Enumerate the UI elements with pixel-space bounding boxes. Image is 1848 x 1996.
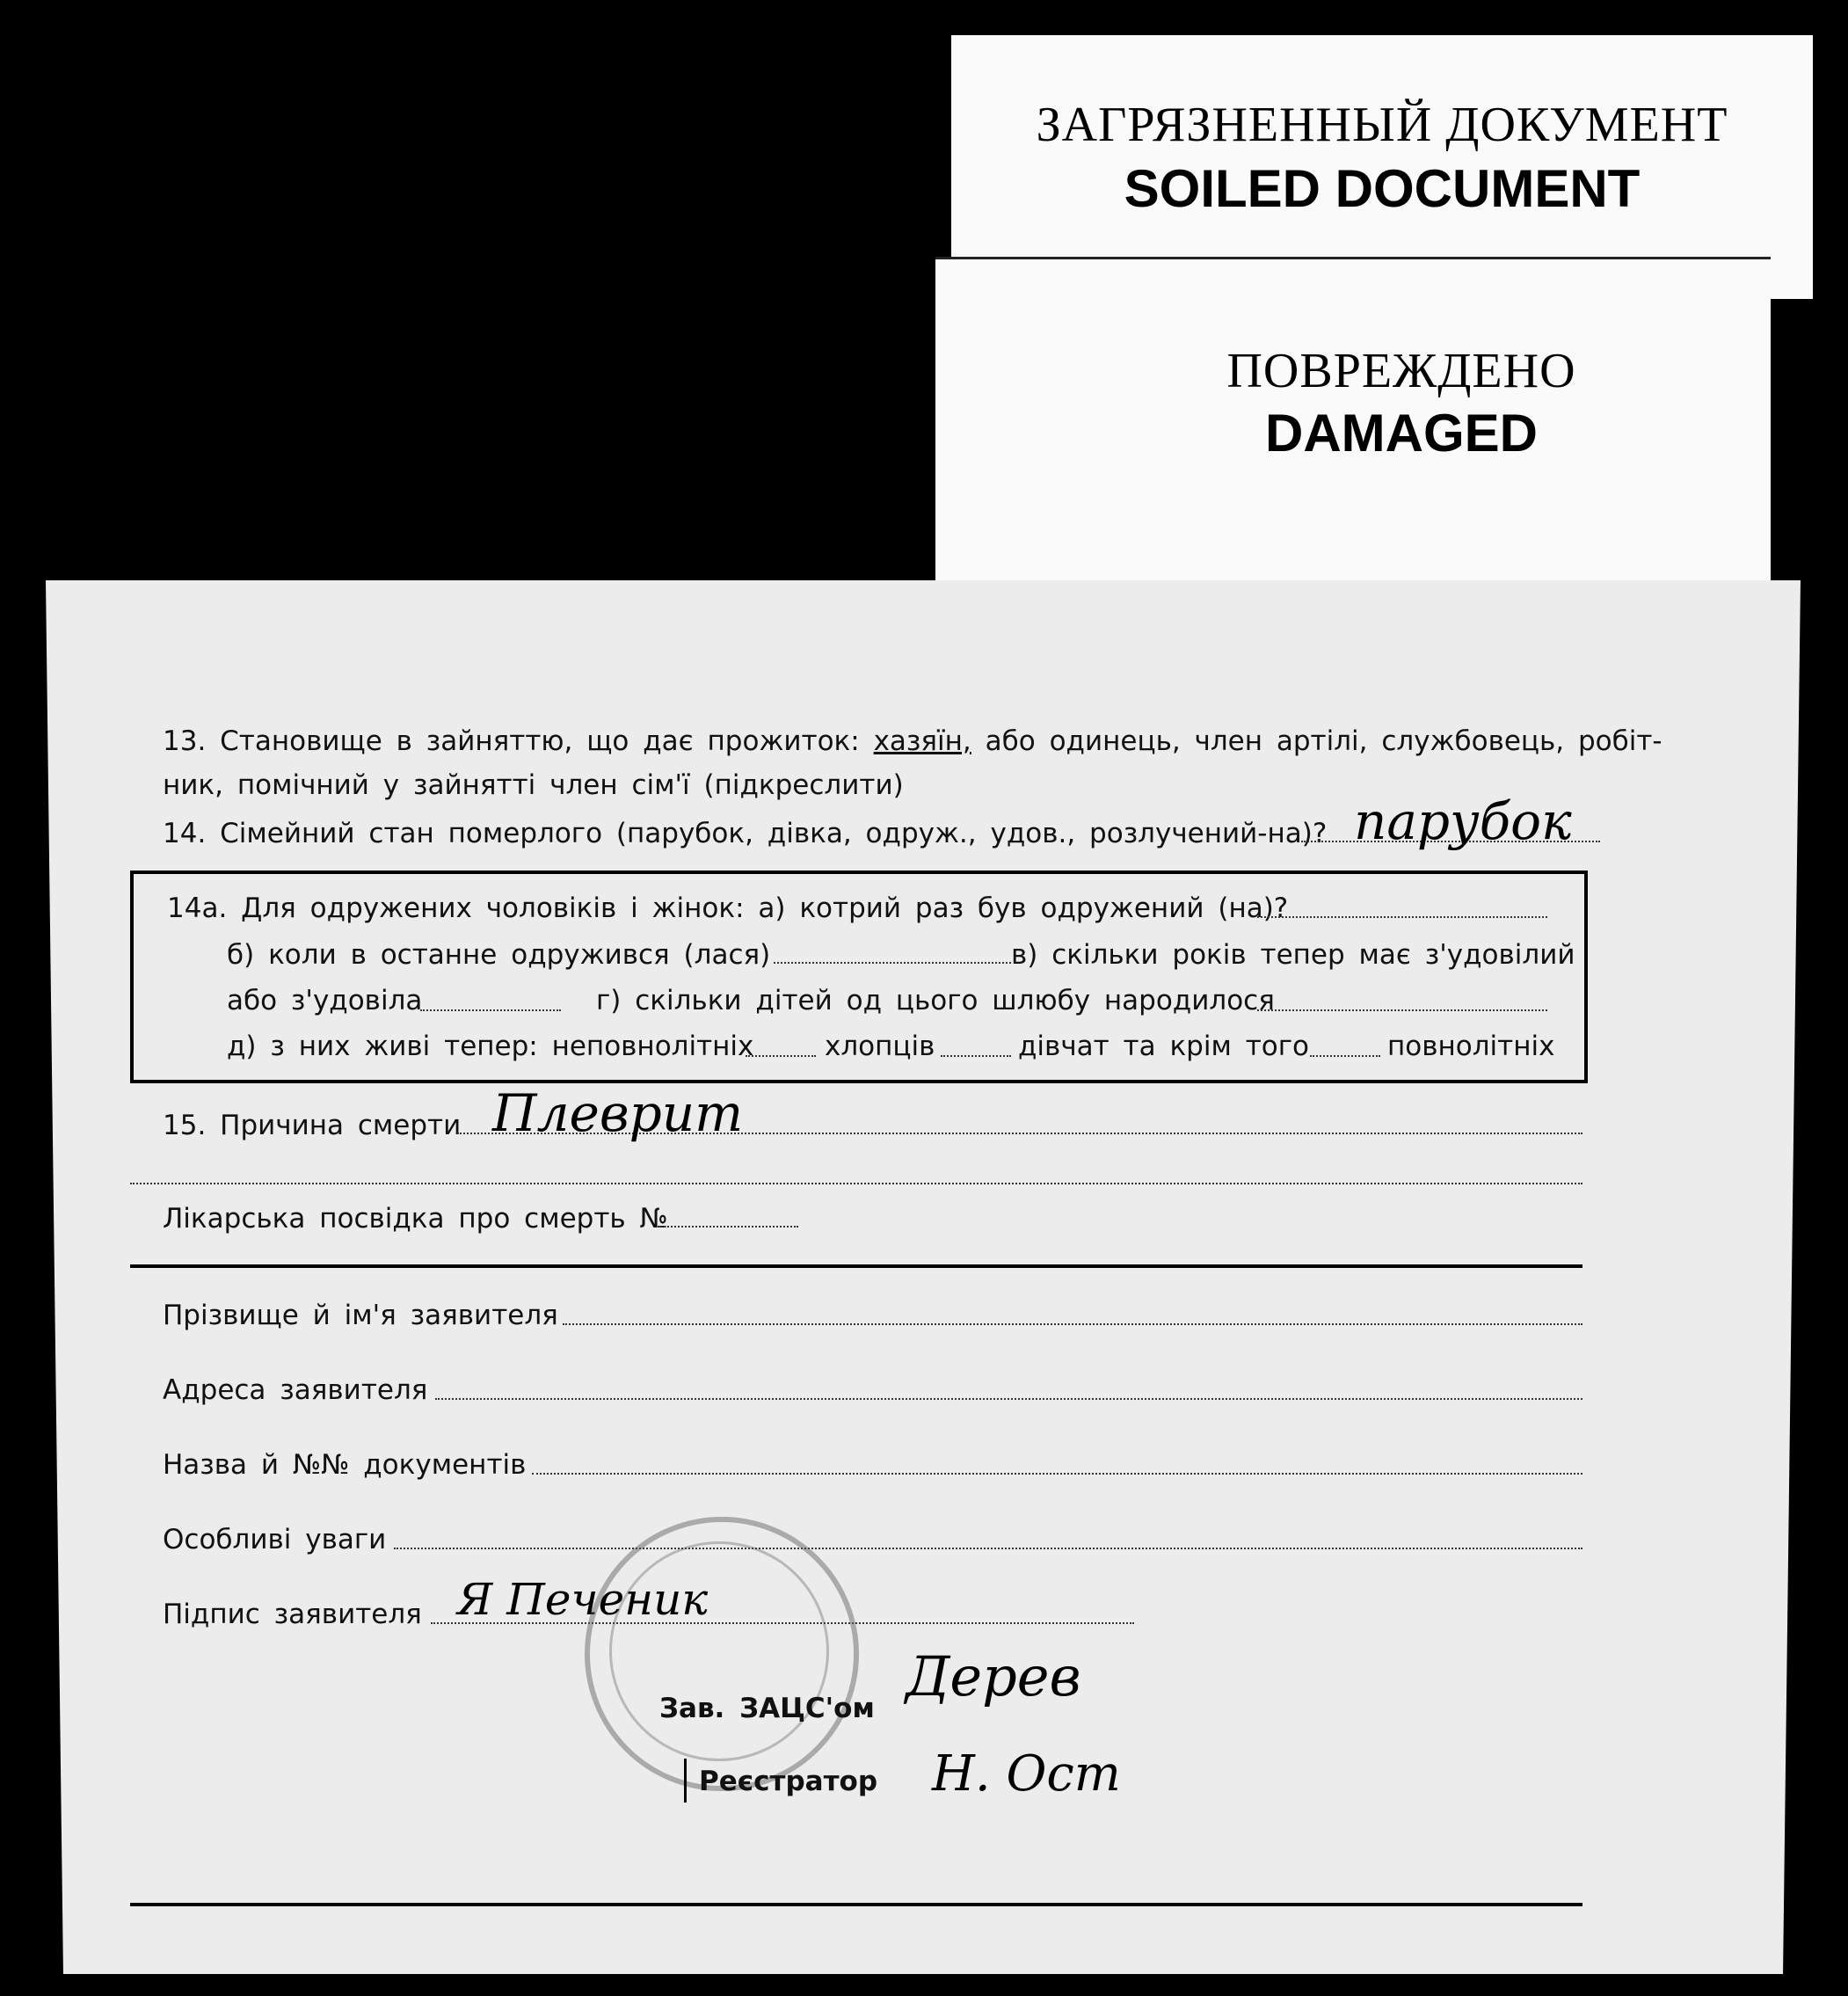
q14a-line4c-dots	[1310, 1055, 1380, 1057]
head-zags-label: Зав. ЗАЦС'ом	[659, 1693, 875, 1724]
q14a-line4a-dots	[746, 1055, 816, 1057]
q14a-line2a: б) коли в останне одружився (лася)	[227, 939, 771, 971]
damaged-document-label	[935, 257, 1771, 585]
registrar-bracket	[684, 1759, 687, 1803]
soiled-label-ru: ЗАГРЯЗНЕННЫЙ ДОКУМЕНТ	[1036, 98, 1728, 152]
q14a-line3b-dots	[1257, 1009, 1547, 1011]
applicant-name-label: Прізвище й ім'я заявителя	[163, 1300, 558, 1331]
bottom-rule	[130, 1903, 1582, 1906]
q13-line1	[163, 725, 1662, 757]
q15-second-line	[130, 1183, 1582, 1184]
q13-answer: хазяїн,	[873, 725, 971, 757]
q14a-line4d: повнолітніх	[1387, 1031, 1555, 1062]
q13-line2: ник, помічний у зайнятті член сім'ї (підкреслити)	[163, 769, 904, 801]
q14a-line1-dots	[1257, 916, 1547, 918]
documents-label: Назва й №№ документів	[163, 1449, 527, 1481]
remarks-label: Особливі уваги	[163, 1524, 387, 1555]
applicant-signature-label: Підпис заявителя	[163, 1599, 422, 1630]
applicant-signature-value: Я Печеник	[457, 1574, 709, 1625]
q15-handwritten-answer: Плеврит	[492, 1083, 744, 1143]
q14a-line3a: або з'удовіла	[227, 985, 423, 1016]
q14-handwritten-answer: парубок	[1354, 791, 1572, 851]
registrar-label: Реєстратор	[699, 1766, 878, 1797]
q14a-line4b-dots	[941, 1055, 1011, 1057]
documents-dots	[532, 1473, 1582, 1475]
q13-suffix: або одинець, член артілі, службовець, робіт-	[985, 725, 1662, 757]
damaged-label-en: DAMAGED	[1265, 404, 1538, 463]
remarks-dots	[394, 1548, 1582, 1549]
q13-prefix: 13. Становище в зайняттю, що дає прожиток:	[163, 725, 860, 757]
medical-certificate-dots	[658, 1226, 798, 1227]
head-signature: Дерев	[906, 1644, 1081, 1708]
medical-certificate-label: Лікарська посвідка про смерть №	[163, 1203, 668, 1235]
q14a-line4a: д) з них живі тепер: неповнолітніх	[227, 1031, 754, 1062]
q14a-line4b: хлопців	[825, 1031, 935, 1062]
official-stamp	[585, 1517, 859, 1791]
section-divider	[130, 1264, 1582, 1268]
damaged-label-ru: ПОВРЕЖДЕНО	[1226, 344, 1576, 398]
applicant-address-dots	[435, 1398, 1582, 1400]
registrar-signature: Н. Ост	[932, 1745, 1121, 1803]
q14a-line1: 14а. Для одружених чоловіків і жінок: а) котрий раз був одружений (на)?	[167, 892, 1289, 924]
applicant-address-label: Адреса заявителя	[163, 1374, 428, 1406]
soiled-label-en: SOILED DOCUMENT	[1124, 159, 1641, 218]
q14-label: 14. Сімейний стан померлого (парубок, дівка, одруж., удов., розлучений-на)?	[163, 818, 1328, 849]
q14a-line3a-dots	[420, 1009, 561, 1011]
q14a-line3b: г) скільки дітей од цього шлюбу народилося	[596, 985, 1275, 1016]
applicant-name-dots	[563, 1323, 1582, 1325]
q14a-line2-dots	[774, 962, 1011, 964]
q15-label: 15. Причина смерти	[163, 1110, 462, 1141]
q14a-line4c: дівчат та крім того	[1018, 1031, 1309, 1062]
q14a-line2b: в) скільки років тепер має з'удовілий	[1011, 939, 1575, 971]
